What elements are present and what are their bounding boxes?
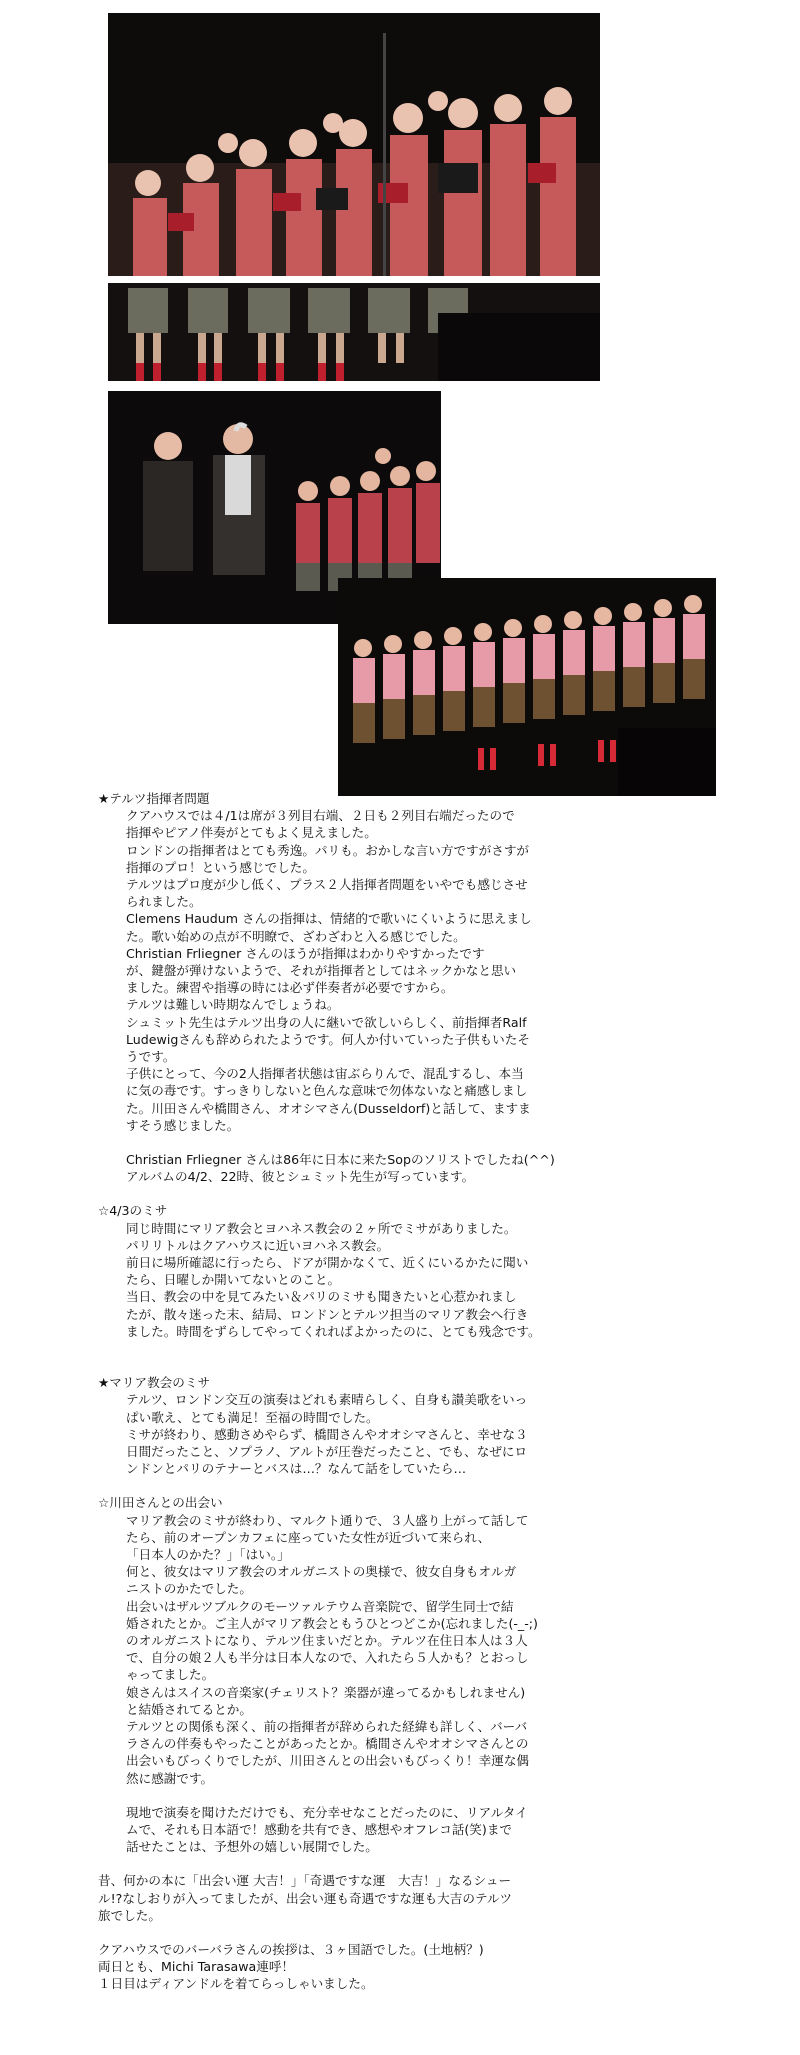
section-heading: ★テルツ指揮者問題 — [98, 791, 210, 806]
text-line: 指揮のプロ！という感じでした。 — [126, 859, 315, 875]
text-line: 当日、教会の中を見てみたい＆パリのミサも聞きたいと心惹かれまし — [126, 1289, 517, 1305]
section-heading: ☆川田さんとの出会い — [98, 1495, 223, 1511]
text-line: た。川田さんや橋間さん、オオシマさん(Dusseldorf)と話して、ますま — [126, 1100, 531, 1116]
text-line: 何と、彼女はマリア教会のオルガニストの奥様で、彼女自身もオルガ — [126, 1564, 517, 1580]
section-body — [98, 807, 618, 1185]
text-line: クアハウスでは４/1は席が３列目右端、２日も２列目右端だったので — [126, 808, 515, 824]
text-line: １日目はディアンドルを着てらっしゃいました。 — [98, 1976, 374, 1992]
section-kawada-meeting — [98, 1494, 618, 1855]
text-line: Christian Frliegner さんは86年に日本に来たSopのソリストでしたね(^^) — [126, 1152, 555, 1168]
section-heading: ★マリア教会のミサ — [98, 1375, 211, 1391]
section-body — [98, 1220, 618, 1340]
text-line: ル!?なしおりが入ってましたが、出会い運も奇遇ですな運も大吉のテルツ — [98, 1890, 513, 1906]
text-line: ンドンとパリのテナーとバスは…？なんて話をしていたら… — [126, 1461, 467, 1477]
text-line: 然に感謝です。 — [126, 1770, 214, 1786]
text-line: と結婚されてるとか。 — [126, 1701, 252, 1717]
closing-notes — [98, 1941, 618, 1993]
choir-boys-singing-image — [108, 13, 600, 276]
text-line: 婚されたとか。ご主人がマリア教会ともうひとつどこか(忘れました(-_-;) — [126, 1615, 538, 1631]
text-line: シュミット先生はテルツ出身の人に継いで欲しいらしく、前指揮者Ralf — [126, 1014, 527, 1030]
section-tolz-conductor — [98, 790, 618, 1185]
text-line: 両日とも、Michi Tarasawa連呼！ — [98, 1959, 295, 1975]
text-line: のオルガニストになり、テルツ住まいだとか。テルツ在住日本人は３人 — [126, 1632, 528, 1648]
text-line: ました。時間をずらしてやってくれればよかったのに、とても残念です。 — [126, 1323, 541, 1339]
text-line: Christian Frliegner さんのほうが指揮はわかりやすかったです — [126, 945, 485, 961]
text-line: 子供にとって、今の2人指揮者状態は宙ぶらりんで、混乱するし、本当 — [126, 1066, 524, 1082]
text-line: 現地で演奏を聞けただけでも、充分幸せなことだったのに、リアルタイ — [126, 1804, 528, 1820]
section-mass-4-3 — [98, 1202, 618, 1340]
text-line: に気の毒です。すっきりしないと色んな意味で勿体ないなと痛感しまし — [126, 1083, 528, 1099]
text-line: 指揮やピアノ伴奏がとてもよく見えました。 — [126, 825, 377, 841]
text-line: ぱい歌え、とても満足！至福の時間でした。 — [126, 1409, 379, 1425]
closing-paragraph — [98, 1872, 618, 1924]
text-line: 日間だったこと、ソプラノ、アルトが圧巻だったこと、でも、なぜにロ — [126, 1443, 528, 1459]
text-line: すそう感じました。 — [126, 1117, 240, 1133]
text-line: が、鍵盤が弾けないようで、それが指揮者としてはネックかなと思い — [126, 963, 517, 979]
text-line: ました。練習や指導の時には必ず伴奏者が必要ですから。 — [126, 980, 454, 996]
text-line: ニストのかたでした。 — [126, 1581, 252, 1597]
text-line: テルツはプロ度が少し低く、プラス２人指揮者問題をいやでも感じさせ — [126, 877, 528, 893]
text-line: 昔、何かの本に「出会い運 大吉！」「奇遇ですな運 大吉！」なるシュー — [98, 1873, 512, 1889]
text-line: Ludewigさんも辞められたようです。何人か付いていった子供もいたそ — [126, 1031, 530, 1047]
text-line: 「日本人のかた？」「はい。」 — [126, 1546, 290, 1562]
text-line: で、自分の娘２人も半分は日本人なので、入れたら５人かも？とおっし — [126, 1650, 529, 1666]
text-line: テルツ、ロンドン交互の演奏はどれも素晴らしく、自身も讃美歌をいっ — [126, 1392, 528, 1408]
article-body — [98, 790, 618, 1993]
section-body — [98, 1804, 618, 1856]
section-maria-church-mass — [98, 1374, 618, 1477]
choir-boys-legs-image — [108, 283, 600, 381]
text-line: クアハウスでのバーバラさんの挨拶は、３ヶ国語でした。(土地柄？) — [98, 1941, 484, 1957]
choir-boys-legs-photo — [108, 283, 600, 381]
text-line: 娘さんはスイスの音楽家(チェリスト？楽器が違ってるかもしれません) — [126, 1684, 526, 1700]
text-line: ゃってました。 — [126, 1667, 215, 1683]
text-line: 出会いもびっくりでしたが、川田さんとの出会いもびっくり！幸運な偶 — [126, 1753, 529, 1769]
text-line: 出会いはザルツブルクのモーツァルテウム音楽院で、留学生同士で結 — [126, 1598, 514, 1614]
text-line: 同じ時間にマリア教会とヨハネス教会の２ヶ所でミサがありました。 — [126, 1220, 517, 1236]
text-line: たが、散々迷った末、結局、ロンドンとテルツ担当のマリア教会へ行き — [126, 1306, 529, 1322]
section-body — [98, 1512, 618, 1753]
text-line: たら、日曜しか開いてないとのこと。 — [126, 1272, 341, 1288]
text-line: られました。 — [126, 894, 202, 910]
text-line: ラさんの伴奏もやったことがあったとか。橋間さんやオオシマさんとの — [126, 1736, 529, 1752]
text-line: ロンドンの指揮者はとても秀逸。パリも。おかしな言い方ですがさすが — [126, 842, 529, 858]
text-line: テルツとの関係も深く、前の指揮者が辞められた経緯も詳しく、バーバ — [126, 1718, 528, 1734]
text-line: たら、前のオープンカフェに座っていた女性が近づいて来られ、 — [126, 1529, 491, 1545]
choir-in-lederhosen-photo — [338, 578, 716, 796]
text-line: Clemens Haudum さんの指揮は、情緒的で歌いにくいように思えまし — [126, 911, 532, 927]
text-line: うです。 — [126, 1049, 176, 1065]
text-line: ムで、それも日本語で！感動を共有でき、感想やオフレコ話(笑)まで — [126, 1821, 513, 1837]
text-line: 話せたことは、予想外の嬉しい展開でした。 — [126, 1839, 378, 1855]
choir-boys-singing-photo — [108, 13, 600, 276]
section-body — [98, 1391, 618, 1460]
text-line: マリア教会のミサが終わり、マルクト通りで、３人盛り上がって話して — [126, 1512, 529, 1528]
text-line: パリリトルはクアハウスに近いヨハネス教会。 — [126, 1237, 390, 1253]
choir-in-lederhosen-image — [338, 578, 716, 796]
text-line: た。歌い始めの点が不明瞭で、ざわざわと入る感じでした。 — [126, 928, 466, 944]
section-heading: ☆4/3のミサ — [98, 1203, 168, 1219]
text-line: アルバムの4/2、22時、彼とシュミット先生が写っています。 — [126, 1169, 475, 1185]
text-line: 前日に場所確認に行ったら、ドアが開かなくて、近くにいるかたに聞い — [126, 1255, 529, 1271]
text-line: テルツは難しい時期なんでしょうね。 — [126, 997, 340, 1013]
text-line: ミサが終わり、感動さめやらず、橋間さんやオオシマさんと、幸せな３ — [126, 1426, 528, 1442]
text-line: 旅でした。 — [98, 1907, 161, 1923]
